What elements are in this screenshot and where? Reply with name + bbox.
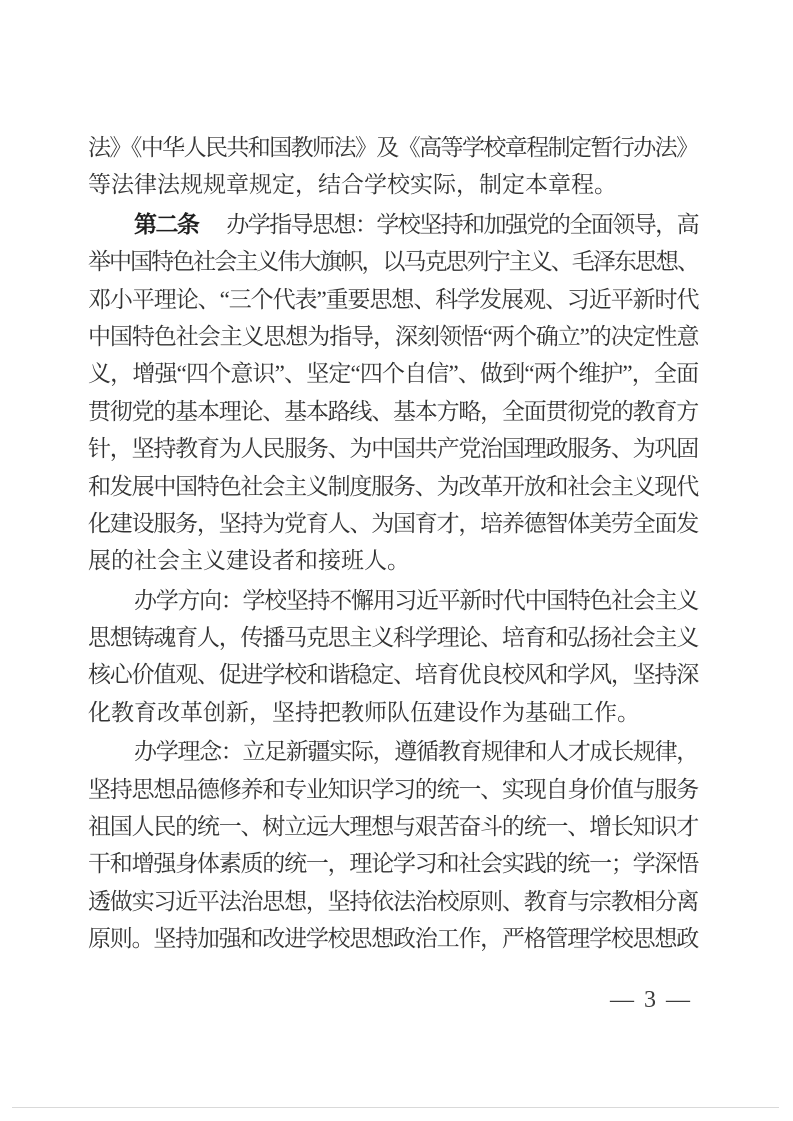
text-line [88,883,698,920]
text-line [88,619,698,656]
text-run: 思想铸魂育人，传播马克思主义科学理论、培育和弘扬社会主义 [88,625,699,651]
text-line [88,694,698,731]
text-run: 义，增强“四个意识”、坚定“四个自信”、做到“两个维护”，全面 [88,361,699,387]
text-line [88,542,698,579]
text-line [88,656,698,693]
text-run: 化教育改革创新，坚持把教师队伍建设作为基础工作。 [88,699,640,725]
text-run: 等法律法规规章规定，结合学校实际，制定本章程。 [88,172,617,198]
text-run: 展的社会主义建设者和接班人。 [88,548,410,574]
text-line [88,582,698,619]
text-line [88,393,698,430]
text-line [88,281,698,318]
paragraph-school-direction [88,582,698,732]
text-line [88,355,698,392]
text-run: 祖国人民的统一、树立远大理想与艰苦奋斗的统一、增长知识才 [88,814,699,840]
text-run: 干和增强身体素质的统一，理论学习和社会实践的统一；学深悟 [88,851,699,877]
page-footer [610,984,692,1016]
text-line [88,166,698,203]
text-line [88,808,698,845]
text-line [88,845,698,882]
text-run: 办学理念：立足新疆实际，遵循教育规律和人才成长规律， [134,739,699,765]
text-run: 原则。坚持加强和改进学校思想政治工作，严格管理学校思想政 [88,926,699,952]
text-run: 透做实习近平法治思想，坚持依法治校原则、教育与宗教相分离 [88,888,699,914]
text-line [88,468,698,505]
text-run: 办学方向：学校坚持不懈用习近平新时代中国特色社会主义 [134,587,699,613]
text-line [88,318,698,355]
text-line [88,430,698,467]
paragraph-school-philosophy [88,733,698,957]
scan-artifact-divider [12,1107,779,1108]
text-line [88,505,698,542]
text-run: 核心价值观、促进学校和谐稳定、培育优良校风和学风，坚持深 [88,662,699,688]
text-run: 办学指导思想：学校坚持和加强党的全面领导，高 [226,211,699,237]
paragraph-article-2-guiding-ideology [88,206,698,580]
page-number: — 3 — [610,987,692,1013]
paragraph-legal-basis-continuation [88,129,698,204]
text-run: 坚持思想品德修养和专业知识学习的统一、实现自身价值与服务 [88,776,699,802]
text-run: 贯彻党的基本理论、基本路线、基本方略，全面贯彻党的教育方 [88,398,699,424]
text-line [88,920,698,957]
text-run: 化建设服务，坚持为党育人、为国育才，培养德智体美劳全面发 [88,510,699,536]
text-block [88,129,698,958]
text-line [88,771,698,808]
text-line [88,129,698,166]
text-run: 中国特色社会主义思想为指导，深刻领悟“两个确立”的决定性意 [88,323,699,349]
text-run: 法》《中华人民共和国教师法》及《高等学校章程制定暂行办法》 [88,135,698,160]
text-run: 举中国特色社会主义伟大旗帜，以马克思列宁主义、毛泽东思想、 [88,249,699,275]
text-run: 针，坚持教育为人民服务、为中国共产党治国理政服务、为巩固 [88,436,699,462]
text-run: 和发展中国特色社会主义制度服务、为改革开放和社会主义现代 [88,473,699,499]
text-line [88,206,698,243]
text-line [88,243,698,280]
article-number-heading: 第二条 [134,211,199,237]
text-line [88,733,698,770]
text-run: 邓小平理论、“三个代表”重要思想、科学发展观、习近平新时代 [88,286,699,312]
